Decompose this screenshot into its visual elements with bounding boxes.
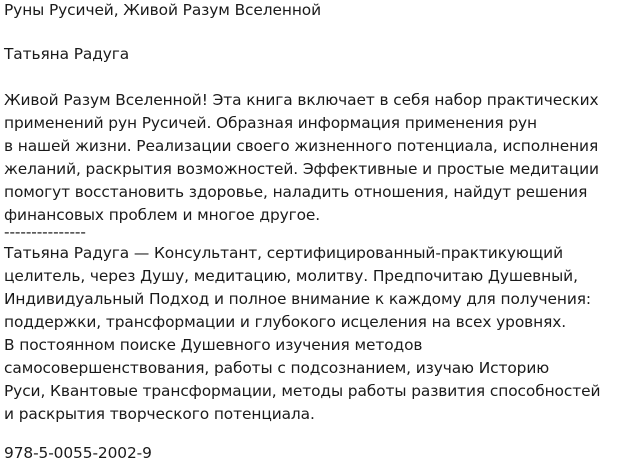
author-bio: [4, 242, 600, 426]
section-separator: ---------------: [4, 223, 86, 241]
book-description: [4, 89, 599, 227]
bio-line: Руси, Квантовые трансформации, методы работы развития способностей: [4, 382, 601, 400]
bio-line: В постоянном поиске Душевного изучения методов: [4, 336, 423, 354]
bio-line: самосовершенствования, работы с подсознанием, изучаю Историю: [4, 359, 550, 377]
bio-line: целитель, через Душу, медитацию, молитву. Предпочитаю Душевный,: [4, 267, 578, 285]
description-line: применений рун Русичей. Образная информация применения рун: [4, 114, 537, 132]
description-line: в нашей жизни. Реализации своего жизненного потенциала, исполнения: [4, 137, 599, 155]
isbn-number: 978-5-0055-2002-9: [4, 444, 152, 462]
description-line: помогут восстановить здоровье, наладить отношения, найдут решения: [4, 183, 588, 201]
description-line: финансовых проблем и многое другое.: [4, 206, 321, 224]
bio-line: Индивидуальный Подход и полное внимание к каждому для получения:: [4, 290, 592, 308]
bio-line: поддержки, трансформации и глубокого исцеления на всех уровнях.: [4, 313, 567, 331]
description-line: желаний, раскрытия возможностей. Эффективные и простые медитации: [4, 160, 599, 178]
book-author: Татьяна Радуга: [4, 45, 130, 63]
bio-line: и раскрытия творческого потенциала.: [4, 405, 315, 423]
bio-line: Татьяна Радуга — Консультант, сертифицированный-практикующий: [4, 244, 563, 262]
book-title: Руны Русичей, Живой Разум Вселенной: [4, 1, 322, 19]
description-line: Живой Разум Вселенной! Эта книга включает в себя набор практических: [4, 91, 599, 109]
